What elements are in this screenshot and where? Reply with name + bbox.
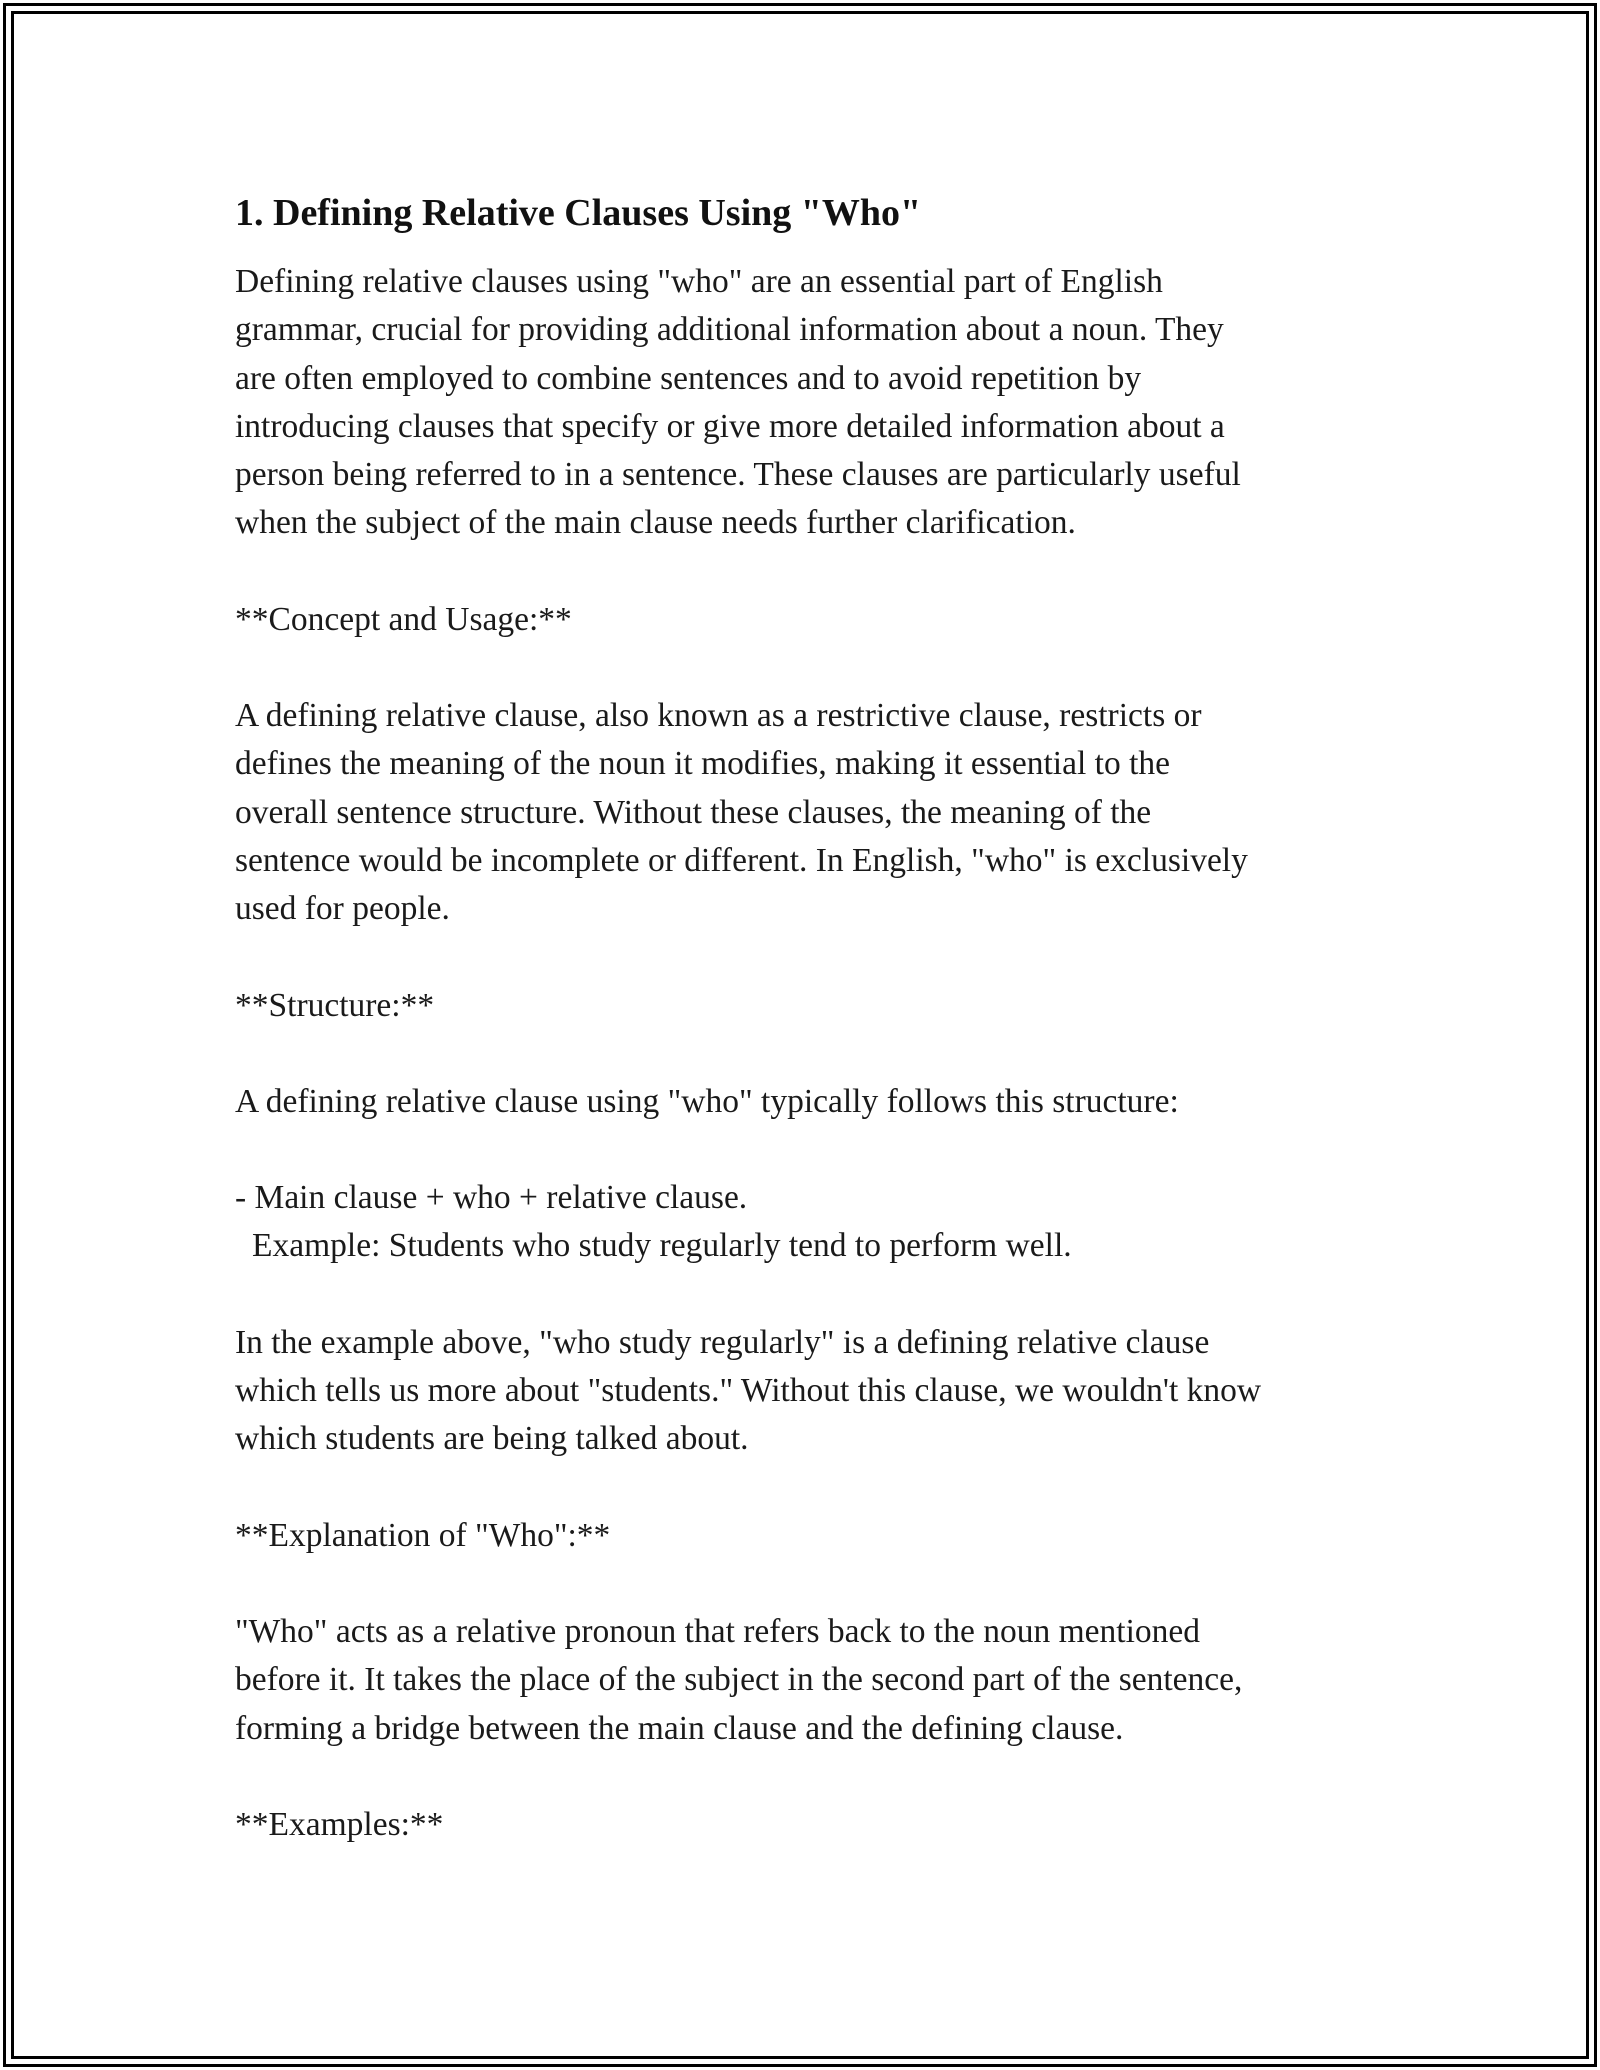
example-explanation-paragraph: In the example above, "who study regularly" is a defining relative clause which tells us more about "students." Without this clause, we wouldn't know which students are being talked about.	[235, 1323, 1262, 1458]
concept-heading: **Concept and Usage:**	[235, 600, 572, 638]
structure-heading: **Structure:**	[235, 986, 435, 1024]
who-paragraph: "Who" acts as a relative pronoun that refers back to the noun mentioned before it. It takes the place of the subject in the second part of the sentence, forming a bridge between the main clause and the defining clause.	[235, 1612, 1243, 1747]
structure-paragraph: A defining relative clause using "who" typically follows this structure:	[235, 1082, 1179, 1120]
intro-paragraph: Defining relative clauses using "who" are an essential part of English grammar, crucial for providing additional information about a noun. They are often employed to combine sentences and to avoid repetition by introducing clauses that specify or give more detailed information about a person being referred to in a sentence. These clauses are particularly useful when the subject of the main clause needs further clarification.	[235, 263, 1241, 542]
structure-list-item: - Main clause + who + relative clause.	[235, 1179, 748, 1217]
examples-heading: **Examples:**	[235, 1805, 444, 1843]
document-body	[235, 188, 1385, 1849]
section-title: 1. Defining Relative Clauses Using "Who"	[235, 192, 922, 234]
who-heading: **Explanation of "Who":**	[235, 1516, 611, 1554]
concept-paragraph: A defining relative clause, also known as a restrictive clause, restricts or defines the meaning of the noun it modifies, making it essential to the overall sentence structure. Without these clauses, the meaning of the sentence would be incomplete or different. In English, "who" is exclusively used for people.	[235, 697, 1248, 928]
structure-example: Example: Students who study regularly tend to perform well.	[252, 1227, 1072, 1265]
